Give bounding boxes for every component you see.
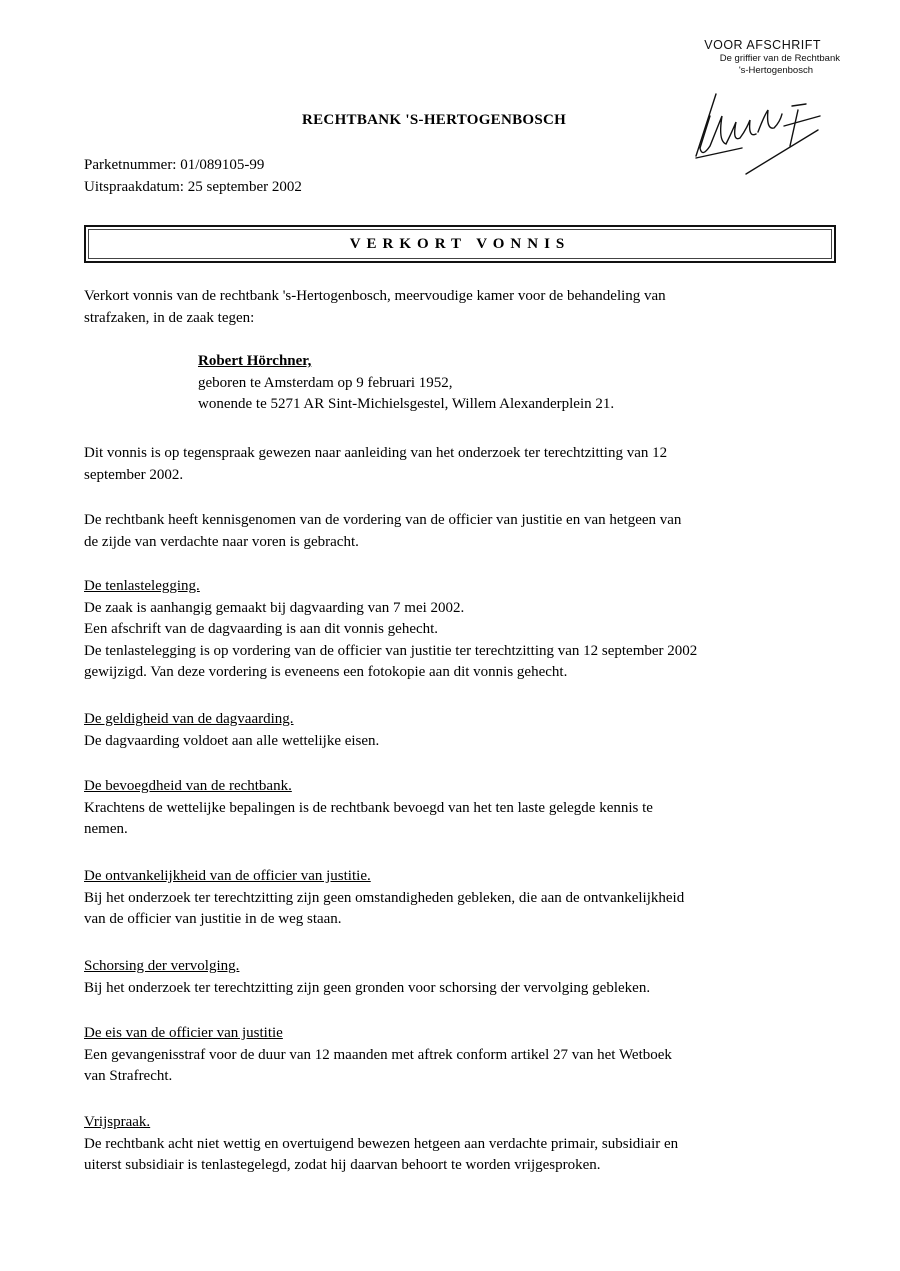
section-line: De dagvaarding voldoet aan alle wettelijke eisen. [84, 732, 380, 749]
paragraph-line: de zijde van verdachte naar voren is gebracht. [84, 533, 359, 550]
section-acquittal [84, 1112, 844, 1177]
section-line: van Strafrecht. [84, 1068, 173, 1084]
section-heading: De ontvankelijkheid van de officier van justitie. [84, 868, 371, 884]
section-admissibility [84, 866, 844, 931]
section-line: nemen. [84, 821, 128, 837]
section-line: Bij het onderzoek ter terechtzitting zijn geen gronden voor schorsing der vervolging gebleken. [84, 979, 651, 996]
intro-line: strafzaken, in de zaak tegen: [84, 309, 255, 326]
section-suspension [84, 956, 844, 999]
defendant-address: wonende te 5271 AR Sint-Michielsgestel, Willem Alexanderplein 21. [198, 396, 615, 412]
section-jurisdiction [84, 776, 844, 841]
document-title: VERKORT VONNIS [349, 236, 571, 252]
section-heading: De tenlastelegging. [84, 578, 200, 594]
section-line: De tenlastelegging is op vordering van de officier van justitie ter terechtzitting van 12 september 2002 [84, 642, 698, 659]
verdict-date: Uitspraakdatum: 25 september 2002 [84, 179, 302, 195]
paragraph-line: september 2002. [84, 466, 184, 483]
signature-icon [688, 86, 828, 181]
section-line: De zaak is aanhangig gemaakt bij dagvaarding van 7 mei 2002. [84, 599, 465, 616]
section-charges [84, 576, 844, 684]
section-heading: De bevoegdheid van de rechtbank. [84, 778, 292, 794]
section-line: uiterst subsidiair is tenlastegelegd, zodat hij daarvan behoort te worden vrijgesproken. [84, 1157, 601, 1173]
section-heading: De eis van de officier van justitie [84, 1025, 283, 1041]
defendant-block [198, 351, 614, 416]
stamp-line-2: De griffier van de Rechtbank [719, 53, 840, 64]
section-line: gewijzigd. Van deze vordering is eveneens een fotokopie aan dit vonnis gehecht. [84, 664, 568, 680]
case-meta [84, 154, 302, 198]
section-line: Krachtens de wettelijke bepalingen is de rechtbank bevoegd van het ten laste gelegde kennis te [84, 799, 653, 816]
defendant-name: Robert Hörchner, [198, 353, 312, 369]
stamp-line-3: 's-Hertogenbosch [738, 65, 813, 76]
paragraph-line: Dit vonnis is op tegenspraak gewezen naar aanleiding van het onderzoek ter terechtzitting van 12 [84, 445, 668, 461]
copy-stamp [668, 38, 843, 77]
section-heading: Vrijspraak. [84, 1114, 151, 1130]
section-line: De rechtbank acht niet wettig en overtuigend bewezen hetgeen aan verdachte primair, subsidiair en [84, 1135, 679, 1152]
stamp-line-1: VOOR AFSCHRIFT [704, 38, 821, 52]
defendant-birth: geboren te Amsterdam op 9 februari 1952, [198, 374, 453, 391]
court-title: RECHTBANK 'S-HERTOGENBOSCH [302, 112, 567, 128]
paragraph-considered [84, 510, 844, 553]
paragraph-line: De rechtbank heeft kennisgenomen van de vordering van de officier van justitie en van hetgeen van [84, 512, 682, 528]
case-number: Parketnummer: 01/089105-99 [84, 157, 265, 173]
section-line: Een gevangenisstraf voor de duur van 12 maanden met aftrek conform artikel 27 van het Wetboek [84, 1046, 672, 1063]
section-line: Een afschrift van de dagvaarding is aan dit vonnis gehecht. [84, 621, 439, 637]
section-validity [84, 709, 844, 752]
intro-line: Verkort vonnis van de rechtbank 's-Hertogenbosch, meervoudige kamer voor de behandeling van [84, 288, 666, 304]
section-line: van de officier van justitie in de weg staan. [84, 911, 342, 927]
document-title-box [84, 225, 836, 263]
paragraph-hearing [84, 443, 844, 486]
section-prosecution-demand [84, 1023, 844, 1088]
section-heading: De geldigheid van de dagvaarding. [84, 711, 294, 727]
section-line: Bij het onderzoek ter terechtzitting zijn geen omstandigheden gebleken, die aan de ontvankelijkheid [84, 889, 685, 906]
section-heading: Schorsing der vervolging. [84, 958, 240, 974]
intro-paragraph [84, 286, 844, 329]
